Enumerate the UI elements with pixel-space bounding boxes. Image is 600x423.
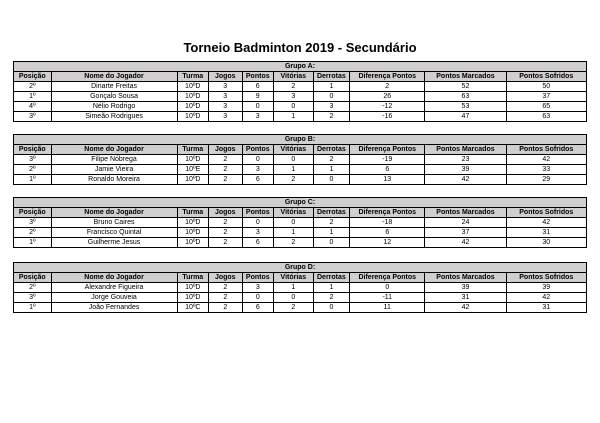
cell-points-scored: 47 [425, 112, 506, 122]
cell-points-conceded: 42 [506, 218, 586, 228]
column-header-class: Turma [177, 145, 208, 155]
column-header-class: Turma [177, 273, 208, 283]
cell-position: 1º [14, 238, 52, 248]
column-header-points-difference: Diferença Pontos [350, 208, 425, 218]
cell-points: 6 [242, 82, 273, 92]
table-row [14, 293, 587, 303]
column-header-points-scored: Pontos Marcados [425, 145, 506, 155]
group-title-row [14, 135, 587, 145]
cell-points: 0 [242, 155, 273, 165]
cell-games: 2 [209, 293, 243, 303]
group-title: Grupo B: [14, 135, 587, 145]
column-header-points-scored: Pontos Marcados [425, 273, 506, 283]
column-header-position: Posição [14, 145, 52, 155]
cell-points: 0 [242, 102, 273, 112]
cell-wins: 2 [274, 238, 314, 248]
cell-wins: 1 [274, 283, 314, 293]
cell-player-name: Jamie Vieira [51, 165, 177, 175]
cell-losses: 0 [313, 175, 350, 185]
cell-points-conceded: 31 [506, 303, 586, 313]
column-header-games: Jogos [209, 273, 243, 283]
cell-position: 3º [14, 293, 52, 303]
cell-position: 2º [14, 283, 52, 293]
cell-games: 2 [209, 238, 243, 248]
table-row [14, 228, 587, 238]
table-row [14, 102, 587, 112]
cell-points: 0 [242, 218, 273, 228]
column-header-points-scored: Pontos Marcados [425, 208, 506, 218]
group-title-row [14, 198, 587, 208]
column-header-points-difference: Diferença Pontos [350, 72, 425, 82]
cell-position: 2º [14, 82, 52, 92]
column-header-position: Posição [14, 72, 52, 82]
cell-wins: 2 [274, 303, 314, 313]
cell-losses: 1 [313, 228, 350, 238]
cell-losses: 1 [313, 82, 350, 92]
column-header-games: Jogos [209, 145, 243, 155]
cell-player-name: João Fernandes [51, 303, 177, 313]
column-header-games: Jogos [209, 72, 243, 82]
table-row [14, 92, 587, 102]
cell-position: 2º [14, 228, 52, 238]
cell-wins: 2 [274, 82, 314, 92]
cell-position: 4º [14, 102, 52, 112]
group-table [13, 61, 587, 122]
cell-points: 0 [242, 293, 273, 303]
cell-games: 2 [209, 155, 243, 165]
cell-points-difference: -16 [350, 112, 425, 122]
cell-points-conceded: 39 [506, 283, 586, 293]
cell-class: 10ºD [177, 238, 208, 248]
cell-points-difference: 6 [350, 228, 425, 238]
cell-class: 10ºD [177, 175, 208, 185]
column-header-points-conceded: Pontos Sofridos [506, 208, 586, 218]
group-title-row [14, 62, 587, 72]
cell-player-name: Dinarte Freitas [51, 82, 177, 92]
cell-points: 3 [242, 283, 273, 293]
column-header-points: Pontos [242, 273, 273, 283]
table-row [14, 283, 587, 293]
cell-points-difference: -12 [350, 102, 425, 112]
cell-points-difference: 0 [350, 283, 425, 293]
table-row [14, 82, 587, 92]
cell-points-difference: 13 [350, 175, 425, 185]
cell-points-conceded: 65 [506, 102, 586, 112]
cell-player-name: Ronaldo Moreira [51, 175, 177, 185]
cell-class: 10ºD [177, 228, 208, 238]
cell-wins: 0 [274, 155, 314, 165]
cell-position: 1º [14, 175, 52, 185]
cell-games: 2 [209, 165, 243, 175]
cell-wins: 2 [274, 175, 314, 185]
group-table [13, 197, 587, 248]
cell-wins: 0 [274, 218, 314, 228]
cell-losses: 2 [313, 293, 350, 303]
cell-wins: 1 [274, 228, 314, 238]
cell-class: 10ºD [177, 92, 208, 102]
cell-points: 3 [242, 228, 273, 238]
cell-class: 10ºD [177, 155, 208, 165]
cell-points-conceded: 29 [506, 175, 586, 185]
group-title: Grupo A: [14, 62, 587, 72]
column-header-points-conceded: Pontos Sofridos [506, 145, 586, 155]
cell-losses: 1 [313, 165, 350, 175]
cell-points-difference: -19 [350, 155, 425, 165]
cell-points-conceded: 31 [506, 228, 586, 238]
group-table [13, 262, 587, 313]
column-header-losses: Derrotas [313, 72, 350, 82]
cell-position: 1º [14, 92, 52, 102]
cell-games: 2 [209, 228, 243, 238]
cell-player-name: Simeão Rodrigues [51, 112, 177, 122]
cell-points: 3 [242, 165, 273, 175]
cell-class: 10ºD [177, 283, 208, 293]
cell-player-name: Gonçalo Sousa [51, 92, 177, 102]
cell-class: 10ºD [177, 218, 208, 228]
cell-points-scored: 23 [425, 155, 506, 165]
cell-games: 3 [209, 92, 243, 102]
cell-points-scored: 31 [425, 293, 506, 303]
cell-wins: 1 [274, 112, 314, 122]
cell-losses: 0 [313, 238, 350, 248]
cell-losses: 1 [313, 283, 350, 293]
column-header-points-difference: Diferença Pontos [350, 273, 425, 283]
column-header-points-conceded: Pontos Sofridos [506, 273, 586, 283]
cell-games: 3 [209, 112, 243, 122]
table-row [14, 175, 587, 185]
cell-position: 1º [14, 303, 52, 313]
table-row [14, 218, 587, 228]
cell-class: 10ºD [177, 112, 208, 122]
table-row [14, 155, 587, 165]
cell-points-scored: 39 [425, 165, 506, 175]
cell-wins: 0 [274, 102, 314, 112]
table-row [14, 303, 587, 313]
column-header-player-name: Nome do Jogador [51, 145, 177, 155]
cell-position: 3º [14, 218, 52, 228]
table-row [14, 238, 587, 248]
group-title: Grupo D: [14, 263, 587, 273]
cell-player-name: Alexandre Figueira [51, 283, 177, 293]
cell-points-difference: 2 [350, 82, 425, 92]
group-title: Grupo C: [14, 198, 587, 208]
cell-points-difference: 12 [350, 238, 425, 248]
cell-wins: 1 [274, 165, 314, 175]
cell-points: 6 [242, 175, 273, 185]
cell-points-scored: 52 [425, 82, 506, 92]
cell-class: 10ºE [177, 165, 208, 175]
table-header-row [14, 145, 587, 155]
column-header-points-scored: Pontos Marcados [425, 72, 506, 82]
cell-position: 2º [14, 165, 52, 175]
column-header-player-name: Nome do Jogador [51, 273, 177, 283]
column-header-wins: Vitórias [274, 208, 314, 218]
cell-games: 3 [209, 82, 243, 92]
group-table [13, 134, 587, 185]
column-header-games: Jogos [209, 208, 243, 218]
cell-points-scored: 37 [425, 228, 506, 238]
cell-games: 2 [209, 303, 243, 313]
cell-points-difference: 26 [350, 92, 425, 102]
column-header-player-name: Nome do Jogador [51, 72, 177, 82]
cell-class: 10ºD [177, 82, 208, 92]
column-header-position: Posição [14, 273, 52, 283]
column-header-points-conceded: Pontos Sofridos [506, 72, 586, 82]
cell-player-name: Filipe Nóbrega [51, 155, 177, 165]
cell-points-conceded: 63 [506, 112, 586, 122]
page-title: Torneio Badminton 2019 - Secundário [183, 40, 417, 55]
cell-points-difference: 6 [350, 165, 425, 175]
cell-points-scored: 42 [425, 238, 506, 248]
table-row [14, 112, 587, 122]
cell-points-conceded: 42 [506, 155, 586, 165]
column-header-points: Pontos [242, 208, 273, 218]
cell-points: 3 [242, 112, 273, 122]
cell-points-conceded: 50 [506, 82, 586, 92]
cell-class: 10ºC [177, 303, 208, 313]
cell-points-conceded: 37 [506, 92, 586, 102]
cell-losses: 0 [313, 303, 350, 313]
column-header-wins: Vitórias [274, 145, 314, 155]
column-header-losses: Derrotas [313, 208, 350, 218]
cell-points-difference: -18 [350, 218, 425, 228]
cell-wins: 0 [274, 293, 314, 303]
cell-points: 6 [242, 238, 273, 248]
column-header-class: Turma [177, 208, 208, 218]
column-header-player-name: Nome do Jogador [51, 208, 177, 218]
cell-position: 3º [14, 112, 52, 122]
column-header-points: Pontos [242, 145, 273, 155]
cell-points-scored: 53 [425, 102, 506, 112]
cell-games: 2 [209, 175, 243, 185]
cell-games: 3 [209, 102, 243, 112]
cell-player-name: Francisco Quintal [51, 228, 177, 238]
cell-losses: 2 [313, 112, 350, 122]
cell-wins: 3 [274, 92, 314, 102]
cell-points: 9 [242, 92, 273, 102]
cell-points-conceded: 42 [506, 293, 586, 303]
cell-losses: 0 [313, 92, 350, 102]
group-title-row [14, 263, 587, 273]
cell-player-name: Bruno Caires [51, 218, 177, 228]
cell-games: 2 [209, 283, 243, 293]
table-header-row [14, 208, 587, 218]
column-header-points: Pontos [242, 72, 273, 82]
cell-points-conceded: 30 [506, 238, 586, 248]
cell-class: 10ºD [177, 102, 208, 112]
column-header-points-difference: Diferença Pontos [350, 145, 425, 155]
cell-losses: 3 [313, 102, 350, 112]
column-header-class: Turma [177, 72, 208, 82]
cell-points-conceded: 33 [506, 165, 586, 175]
cell-player-name: Guilherme Jesus [51, 238, 177, 248]
cell-points-scored: 42 [425, 175, 506, 185]
cell-losses: 2 [313, 155, 350, 165]
column-header-losses: Derrotas [313, 145, 350, 155]
cell-points-scored: 42 [425, 303, 506, 313]
cell-points-difference: -11 [350, 293, 425, 303]
cell-points-scored: 39 [425, 283, 506, 293]
cell-class: 10ºD [177, 293, 208, 303]
cell-games: 2 [209, 218, 243, 228]
cell-player-name: Jorge Gouveia [51, 293, 177, 303]
column-header-losses: Derrotas [313, 273, 350, 283]
table-header-row [14, 72, 587, 82]
cell-points-scored: 24 [425, 218, 506, 228]
table-row [14, 165, 587, 175]
cell-points-difference: 11 [350, 303, 425, 313]
cell-losses: 2 [313, 218, 350, 228]
cell-position: 3º [14, 155, 52, 165]
cell-player-name: Nélio Rodrigo [51, 102, 177, 112]
table-header-row [14, 273, 587, 283]
cell-points: 6 [242, 303, 273, 313]
column-header-wins: Vitórias [274, 72, 314, 82]
cell-points-scored: 63 [425, 92, 506, 102]
column-header-wins: Vitórias [274, 273, 314, 283]
column-header-position: Posição [14, 208, 52, 218]
